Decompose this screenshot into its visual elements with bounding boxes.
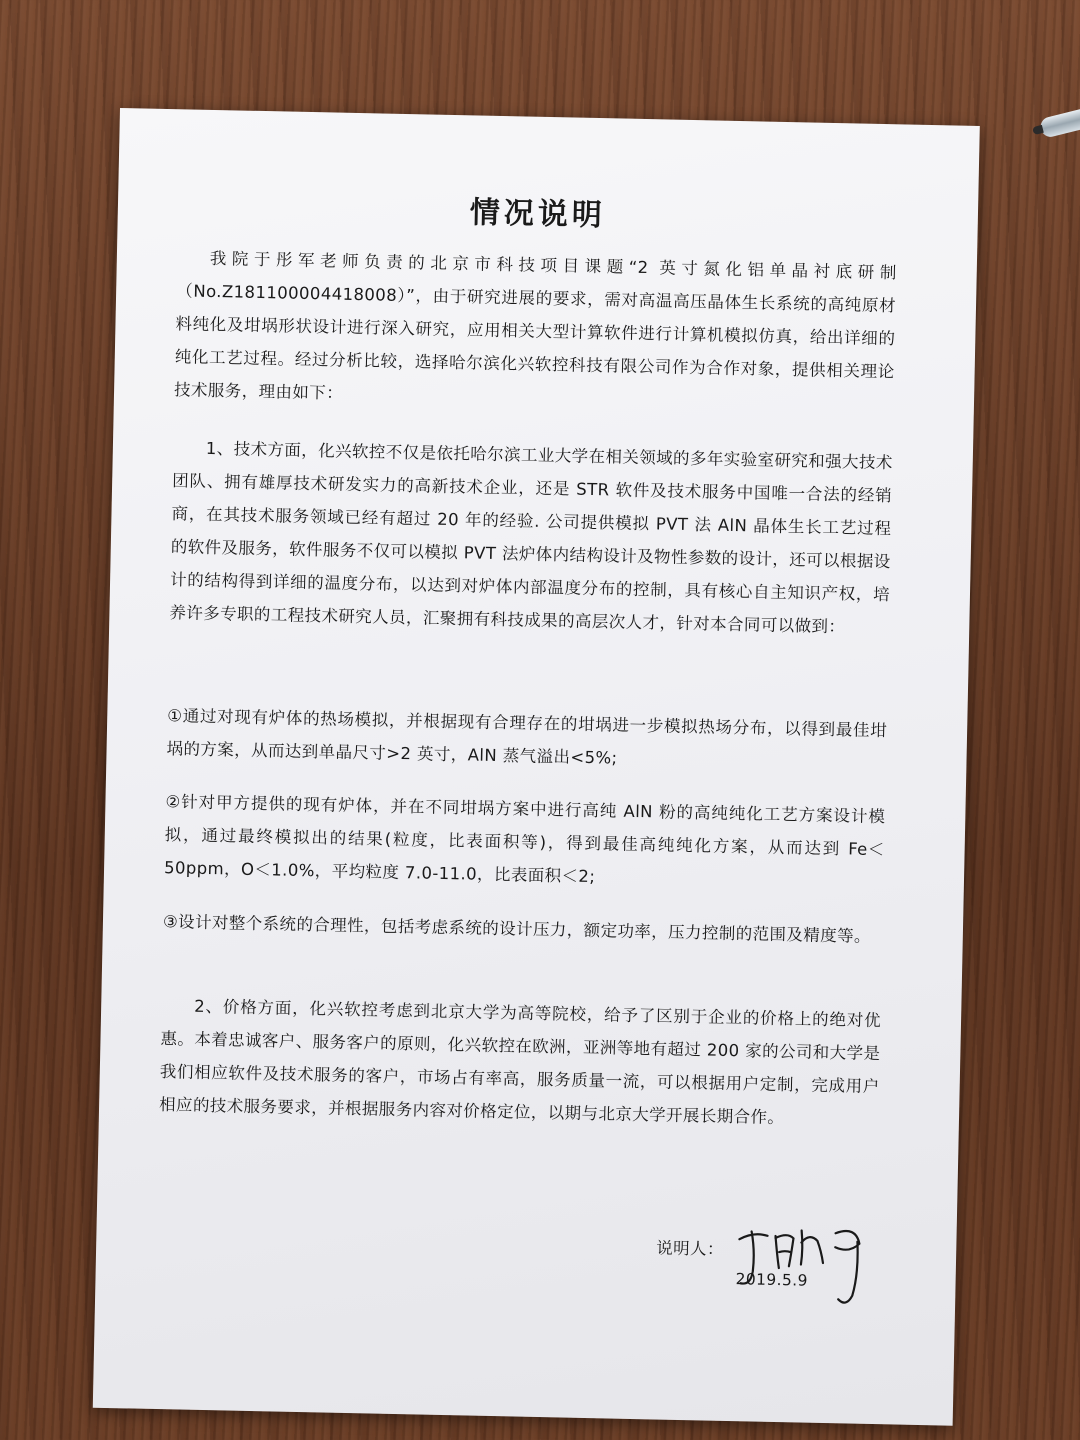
technical-paragraph: 1、技术方面，化兴软控不仅是依托哈尔滨工业大学在相关领域的多年实验室研究和强大技术团队、拥有雄厚技术研发实力的高新技术企业，还是 STR 软件及技术服务中国唯一合法的经销商，在其技术服务领域已经有超过 20 年的经验. 公司提供模拟 PVT 法 AlN 晶体生长工艺过程的软件及服务，软件服务不仅可以模拟 PVT 法炉体内结构设计及物性参数的设计，还可以根据设计的结构得到详细的温度分布，以达到对炉体内部温度分布的控制，具有核心自主知识产权，培养许多专职的工程技术研究人员，汇聚拥有科技成果的高层次人才，针对本合同可以做到： bbox=[169, 438, 893, 637]
date-text: 2019.5.9 bbox=[735, 1270, 809, 1290]
list-item-1: ①通过对现有炉体的热场模拟，并根据现有合理存在的坩埚进一步模拟热场分布，以得到最佳坩埚的方案，从而达到单晶尺寸>2 英寸，AlN 蒸气溢出<5%; bbox=[166, 706, 888, 768]
document-title: 情况说明 bbox=[469, 195, 607, 234]
paper-sheet bbox=[93, 108, 980, 1426]
list-item-2: ②针对甲方提供的现有炉体，并在不同坩埚方案中进行高纯 AlN 粉的高纯纯化工艺方案设计模拟，通过最终模拟出的结果(粒度，比表面积等)，得到最佳高纯纯化方案，从而达到 Fe＜50ppm，O＜1.0%，平均粒度 7.0-11.0，比表面积＜2; bbox=[163, 792, 886, 887]
price-paragraph: 2、价格方面，化兴软控考虑到北京大学为高等院校，给予了区别于企业的价格上的绝对优惠。本着忠诚客户、服务客户的原则，化兴软控在欧洲，亚洲等地有超过 200 家的公司和大学是我们相应软件及技术服务的客户，市场占有率高，服务质量一流，可以根据用户定制，完成用户相应的技术服务要求，并根据服务内容对价格定位，以期与北京大学开展长期合作。 bbox=[158, 996, 882, 1128]
list-item-3: ③设计对整个系统的合理性，包括考虑系统的设计压力，额定功率，压力控制的范围及精度等。 bbox=[162, 912, 872, 946]
document-content bbox=[158, 109, 900, 1290]
intro-paragraph: 我院于彤军老师负责的北京市科技项目课题“2 英寸氮化铝单晶衬底研制（No.Z181100004418008）”，由于研究进展的要求，需对高温高压晶体生长系统的高纯原材料纯化及坩埚形状设计进行深入研究，应用相关大型计算软件进行计算机模拟仿真，给出详细的纯化工艺过程。经过分析比较，选择哈尔滨化兴软控科技有限公司作为合作对象，提供相关理论技术服务，理由如下： bbox=[173, 248, 897, 403]
pen-icon bbox=[1038, 105, 1080, 139]
pen-tip bbox=[1032, 125, 1044, 135]
signer-label: 说明人： bbox=[656, 1238, 725, 1259]
